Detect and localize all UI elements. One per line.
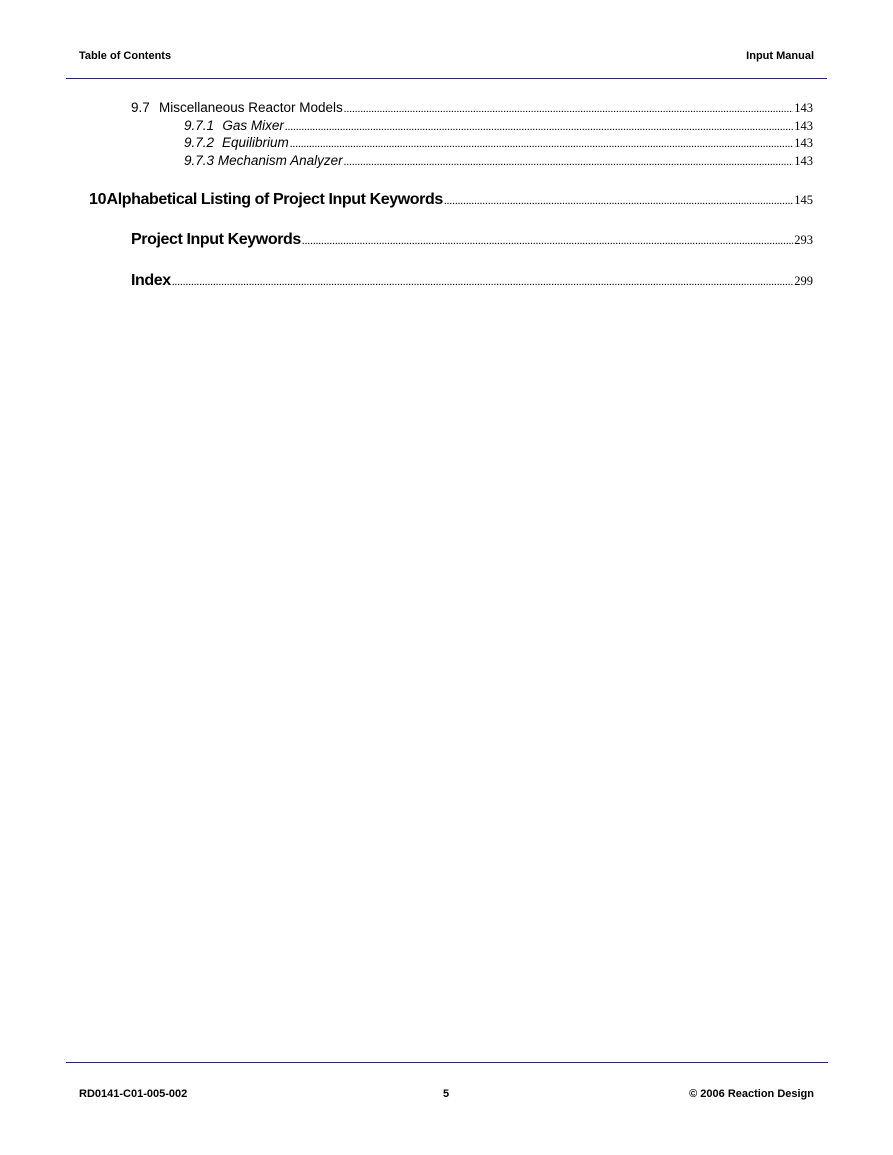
toc-entry-page: 143 [794, 136, 813, 150]
toc-entry-number: 9.7 [131, 100, 150, 115]
toc-entry-9-7[interactable] [131, 100, 813, 116]
toc-leader-dots [344, 156, 794, 168]
toc-entry-title: Miscellaneous Reactor Models [158, 100, 343, 115]
toc-leader-dots [344, 103, 793, 115]
toc-entry-9-7-3[interactable] [184, 153, 813, 169]
toc-entry-title: Equilibrium [221, 135, 289, 150]
header-document-name: Input Manual [746, 50, 814, 62]
toc-leader-dots [285, 121, 793, 133]
toc-entry-9-7-1[interactable] [184, 118, 813, 134]
header-title: Table of Contents [79, 50, 172, 62]
toc-entry-9-7-2[interactable] [184, 135, 813, 151]
footer-page-number: 5 [442, 1088, 450, 1100]
toc-leader-dots [444, 195, 793, 207]
footer-rule [66, 1062, 828, 1063]
toc-entry-title: Gas Mixer [222, 118, 284, 133]
toc-entry-index[interactable] [131, 272, 813, 290]
toc-entry-page: 293 [794, 233, 813, 247]
toc-entry-title: Alphabetical Listing of Project Input Keywords [106, 191, 443, 208]
toc-entry-page: 143 [794, 119, 813, 133]
footer-copyright: © 2006 Reaction Design [689, 1088, 814, 1100]
toc-entry-chapter-10[interactable] [89, 191, 813, 209]
toc-entry-title: Index [131, 272, 171, 289]
header-rule [66, 78, 827, 79]
toc-entry-number: 9.7.2 [184, 135, 215, 150]
toc-leader-dots [290, 138, 794, 150]
toc-entry-number: 9.7.1 [184, 118, 215, 133]
toc-entry-page: 299 [794, 274, 813, 288]
toc-entry-title: Project Input Keywords [131, 231, 301, 248]
toc-entry-page: 143 [794, 101, 813, 115]
toc-entry-page: 145 [794, 193, 813, 207]
toc-entry-number: 10 [89, 191, 107, 208]
footer-document-id: RD0141-C01-005-002 [79, 1088, 188, 1100]
toc-entry-number: 9.7.3 [184, 153, 215, 168]
toc-entry-title: Mechanism Analyzer [217, 153, 343, 168]
toc-entry-page: 143 [794, 154, 813, 168]
toc-entry-project-input-keywords[interactable] [131, 231, 813, 249]
toc-leader-dots [302, 235, 793, 247]
toc-leader-dots [172, 276, 793, 288]
